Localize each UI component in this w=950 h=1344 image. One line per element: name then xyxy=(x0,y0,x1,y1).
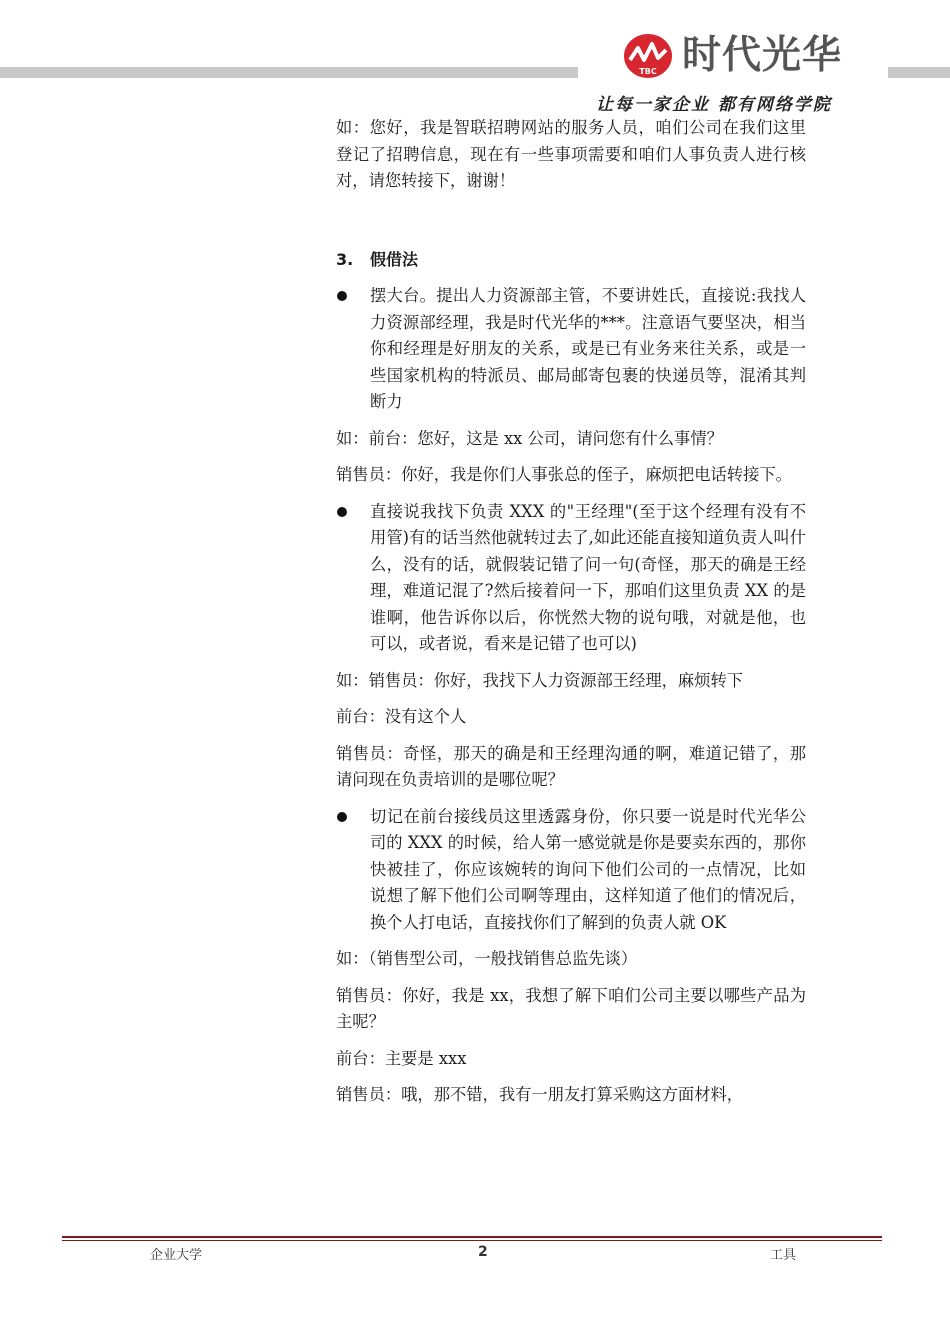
logo-mark-icon xyxy=(622,32,678,80)
paragraph: 销售员：奇怪，那天的确是和王经理沟通的啊，难道记错了，那请问现在负责培训的是哪位呢？ xyxy=(336,743,806,789)
section-title: 假借法 xyxy=(370,249,419,269)
section-number: 3. xyxy=(336,249,354,269)
document-body xyxy=(336,115,806,1109)
page-number: 2 xyxy=(478,1244,488,1260)
brand-logo xyxy=(622,28,862,88)
footer-rule-thin xyxy=(62,1240,882,1241)
bullet-text: 直接说我找下负责 XXX 的"王经理"(至于这个经理有没有不用管)有的话当然他就转过去了,如此还能直接知道负责人叫什么，没有的话，就假装记错了问一句(奇怪，那天的确是王经理，难道记混了?然后接着问一下，那咱们这里负责 XX 的是谁啊，他告诉你以后，你恍然大物的说句哦，对就是他，也可以，或者说，看来是记错了也可以) xyxy=(370,501,806,653)
bullet-item xyxy=(336,283,806,416)
paragraph: 前台：没有这个人 xyxy=(336,707,467,726)
paragraph: 销售员：哦，那不错，我有一朋友打算采购这方面材料， xyxy=(336,1085,744,1104)
bullet-text: 切记在前台接线员这里透露身份，你只要一说是时代光华公司的 XXX 的时候，给人第一感觉就是你是要卖东西的，那你快被挂了，你应该婉转的询问下他们公司的一点情况，比如说想了解下他们公司啊等理由，这样知道了他们的情况后，换个人打电话，直接找你们了解到的负责人就 OK xyxy=(370,806,806,932)
paragraph: 如：前台：您好，这是 xx 公司，请问您有什么事情？ xyxy=(336,428,723,448)
intro-paragraph: 如：您好，我是智联招聘网站的服务人员，咱们公司在我们这里登记了招聘信息，现在有一些事项需要和咱们人事负责人进行核对，请您转接下，谢谢！ xyxy=(336,118,806,190)
slogan: 让每一家企业 都有网络学院 xyxy=(596,95,832,115)
bullet-item xyxy=(336,804,806,937)
paragraph: 销售员：你好，我是 xx，我想了解下咱们公司主要以哪些产品为主呢？ xyxy=(336,985,806,1031)
logo-text: 时代光华 xyxy=(682,33,843,78)
bullet-icon xyxy=(337,507,347,517)
bullet-icon xyxy=(337,812,347,822)
footer-right-label: 工具 xyxy=(770,1248,797,1263)
logo-mark-text: TBC xyxy=(639,67,657,76)
section-heading xyxy=(336,247,806,274)
bullet-text: 摆大台。提出人力资源部主管，不要讲姓氏，直接说:我找人力资源部经理，我是时代光华的***。注意语气要坚决，相当你和经理是好朋友的关系，或是已有业务来往关系，或是一些国家机构的特派员、邮局邮寄包裹的快递员等，混淆其判断力 xyxy=(370,286,806,411)
paragraph: 前台：主要是 xxx xyxy=(336,1048,467,1068)
header-bar-left xyxy=(0,67,578,78)
paragraph: 销售员：你好，我是你们人事张总的侄子，麻烦把电话转接下。 xyxy=(336,465,792,484)
footer-rule xyxy=(62,1236,882,1238)
paragraph: 如：销售员：你好，我找下人力资源部王经理，麻烦转下 xyxy=(336,670,744,690)
bullet-icon xyxy=(337,291,347,301)
paragraph: 如：（销售型公司，一般找销售总监先谈） xyxy=(336,949,638,968)
footer-left-label: 企业大学 xyxy=(150,1248,203,1263)
bullet-item xyxy=(336,499,806,658)
header-bar-right xyxy=(888,67,950,78)
